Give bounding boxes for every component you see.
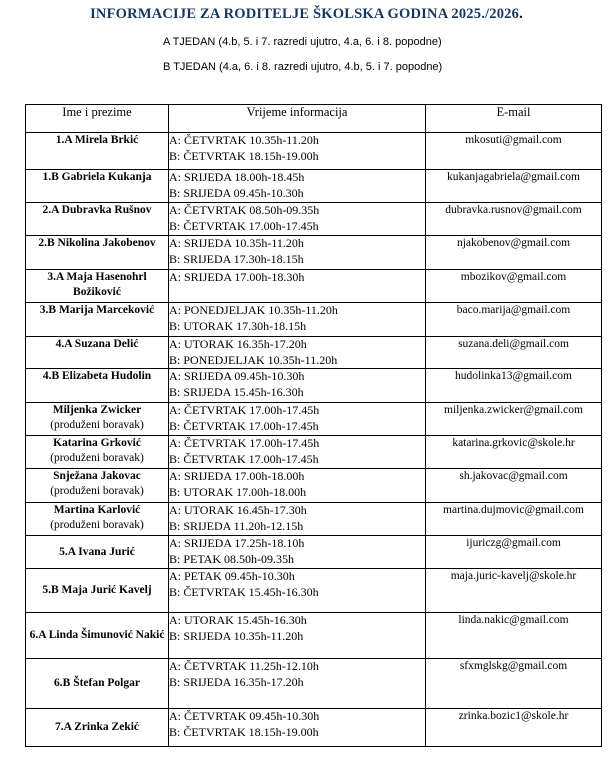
teacher-name: 2.A Dubravka Rušnov [42,204,152,216]
email-text: sfxmglskg@gmail.com [459,660,568,672]
email-cell [426,613,602,659]
email-text: mkosuti@gmail.com [465,134,562,146]
teacher-name: 3.A Maja Hasenohrl Božiković [47,271,147,298]
teacher-name-cell [26,303,169,337]
email-text: linda.nakic@gmail.com [458,614,569,626]
email-text: katarina.grkovic@skole.hr [452,437,575,449]
teacher-name-cell [26,613,169,659]
teacher-name: Martina Karlović [53,504,141,516]
table-row [26,170,602,203]
email-text: miljenka.zwicker@gmail.com [444,404,583,416]
time-cell [169,337,426,369]
table-row [26,337,602,369]
time-cell [169,133,426,170]
email-cell [426,469,602,503]
email-cell [426,659,602,709]
week-a-time: A: ČETVRTAK 11.25h-12.10h [169,659,319,673]
week-a-time: A: SRIJEDA 10.35h-11.20h [169,236,304,250]
column-header-time: Vrijeme informacija [169,105,426,133]
week-a-time: A: ČETVRTAK 10.35h-11.20h [169,133,319,147]
email-text: maja.juric-kavelj@skole.hr [450,570,577,582]
teacher-name-cell [26,469,169,503]
week-b-time: B: SRIJEDA 17.30h-18.15h [169,251,304,266]
time-cell [169,270,426,303]
time-cell [169,709,426,747]
email-cell [426,203,602,236]
email-text: njakobenov@gmail.com [456,237,571,249]
email-text: dubravka.rusnov@gmail.com [445,204,582,216]
page-title-text: INFORMACIJE ZA RODITELJE ŠKOLSKA GODINA 2025./2026 [90,6,520,22]
teacher-name-cell [26,503,169,536]
teacher-note: (produženi boravak) [50,519,144,531]
time-cell [169,659,426,709]
teacher-name-cell [26,236,169,270]
week-b-time: B: SRIJEDA 10.35h-11.20h [169,628,304,643]
email-text: sh.jakovac@gmail.com [459,470,568,482]
table-row [26,303,602,337]
teacher-name-cell [26,403,169,436]
teacher-note: (produženi boravak) [50,419,144,431]
week-a-note: A TJEDAN (4.b, 5. i 7. razredi ujutro, 4.a, 6. i 8. popodne) [163,36,442,48]
week-a-time: A: UTORAK 16.35h-17.20h [169,337,307,351]
teacher-name-cell [26,133,169,170]
week-a-time: A: SRIJEDA 18.00h-18.45h [169,170,305,184]
time-cell [169,503,426,536]
week-a-time: A: ČETVRTAK 17.00h-17.45h [169,436,320,450]
email-cell [426,369,602,403]
teacher-name: 2.B Nikolina Jakobenov [38,237,156,249]
table-row [26,203,602,236]
teacher-name-cell [26,270,169,303]
table-row [26,270,602,303]
teacher-name: Miljenka Zwicker [52,404,142,416]
teacher-name-cell [26,709,169,747]
week-a-time: A: SRIJEDA 17.25h-18.10h [169,536,305,550]
teacher-name: 7.A Zrinka Zekić [54,721,140,733]
teacher-name: 5.A Ivana Jurić [59,545,135,558]
email-text: kukanjagabriela@gmail.com [447,171,580,183]
table-row [26,236,602,270]
week-b-time: B: SRIJEDA 11.20h-12.15h [169,518,304,533]
teacher-name-cell [26,569,169,613]
email-cell [426,709,602,747]
email-cell [426,503,602,536]
time-cell [169,469,426,503]
week-b-time: B: ČETVRTAK 15.45h-16.30h [169,584,319,599]
teacher-name: 3.B Marija Marceković [39,304,155,316]
email-cell [426,536,602,569]
time-cell [169,536,426,569]
email-text: baco.marija@gmail.com [456,304,571,316]
week-b-time: B: ČETVRTAK 17.00h-17.45h [169,418,319,433]
week-b-time: B: SRIJEDA 16.35h-17.20h [169,674,304,689]
teacher-name: 6.B Štefan Polgar [54,677,140,689]
time-cell [169,170,426,203]
teacher-name: 4.A Suzana Delić [55,338,139,350]
teacher-name: 5.B Maja Jurić Kavelj [42,584,152,596]
week-a-time: A: ČETVRTAK 17.00h-17.45h [169,403,320,417]
email-cell [426,569,602,613]
column-header-name: Ime i prezime [26,105,169,133]
week-b-time: B: SRIJEDA 15.45h-16.30h [169,384,304,399]
teacher-name: 4.B Elizabeta Hudolin [42,370,152,382]
week-a-time: A: ČETVRTAK 08.50h-09.35h [169,203,320,217]
week-b-time: B: SRIJEDA 09.45h-10.30h [169,185,304,200]
week-b-time: B: ČETVRTAK 18.15h-19.00h [169,148,319,163]
table-row [26,436,602,469]
email-text: ijuriczg@gmail.com [466,537,561,549]
table-row [26,709,602,747]
week-b-time: B: ČETVRTAK 17.00h-17.45h [169,218,319,233]
teacher-name-cell [26,536,169,569]
column-header-email: E-mail [426,105,602,133]
time-cell [169,369,426,403]
email-text: martina.dujmovic@gmail.com [443,504,584,516]
email-text: suzana.deli@gmail.com [458,338,569,350]
week-b-note: B TJEDAN (4.a, 6. i 8. razredi ujutro, 4.b, 5. i 7. popodne) [163,61,443,73]
table-row [26,469,602,503]
week-b-time: B: PONEDJELJAK 10.35h-11.20h [169,352,338,367]
week-a-time: A: SRIJEDA 17.00h-18.30h [169,270,305,284]
teacher-name: Snježana Jakovac [53,470,141,482]
teacher-name: 6.A Linda Šimunović Nakić [29,629,165,641]
teacher-name: 1.A Mirela Brkić [55,134,139,146]
page-title-period: . [519,6,523,22]
email-cell [426,133,602,170]
week-a-time: A: SRIJEDA 17.00h-18.00h [169,469,305,483]
week-b-time: B: UTORAK 17.30h-18.15h [169,318,307,333]
page-title [0,6,613,23]
time-cell [169,403,426,436]
teacher-name-cell [26,203,169,236]
teacher-note: (produženi boravak) [50,485,144,497]
teacher-name-cell [26,170,169,203]
teacher-name-cell [26,436,169,469]
week-b-time: B: PETAK 08.50h-09.35h [169,551,295,566]
email-text: mbozikov@gmail.com [460,271,567,283]
email-cell [426,303,602,337]
time-cell [169,436,426,469]
week-b-time: B: UTORAK 17.00h-18.00h [169,484,307,499]
week-a-time: A: PONEDJELJAK 10.35h-11.20h [169,303,338,317]
table-row [26,503,602,536]
table-row [26,403,602,436]
week-a-time: A: PETAK 09.45h-10.30h [169,569,295,583]
time-cell [169,569,426,613]
week-schedule-notes [163,36,613,73]
parent-info-table [25,104,602,747]
time-cell [169,203,426,236]
email-cell [426,270,602,303]
week-b-time: B: ČETVRTAK 18.15h-19.00h [169,724,319,739]
email-text: zrinka.bozic1@skole.hr [458,710,569,722]
table-row [26,569,602,613]
table-row [26,536,602,569]
table-row [26,133,602,170]
email-cell [426,436,602,469]
header-row [26,105,602,133]
email-cell [426,236,602,270]
time-cell [169,303,426,337]
week-a-time: A: SRIJEDA 09.45h-10.30h [169,369,305,383]
week-a-time: A: UTORAK 16.45h-17.30h [169,503,307,517]
week-a-time: A: UTORAK 15.45h-16.30h [169,613,307,627]
table-row [26,659,602,709]
week-a-time: A: ČETVRTAK 09.45h-10.30h [169,709,320,723]
week-b-time: B: ČETVRTAK 17.00h-17.45h [169,451,319,466]
email-cell [426,403,602,436]
time-cell [169,236,426,270]
teacher-name-cell [26,659,169,709]
email-text: hudolinka13@gmail.com [455,370,572,382]
teacher-name-cell [26,337,169,369]
teacher-name-cell [26,369,169,403]
table-row [26,369,602,403]
teacher-name: 1.B Gabriela Kukanja [42,171,152,183]
teacher-name: Katarina Grković [53,437,141,449]
teacher-note: (produženi boravak) [50,452,144,464]
email-cell [426,337,602,369]
email-cell [426,170,602,203]
table-row [26,613,602,659]
time-cell [169,613,426,659]
